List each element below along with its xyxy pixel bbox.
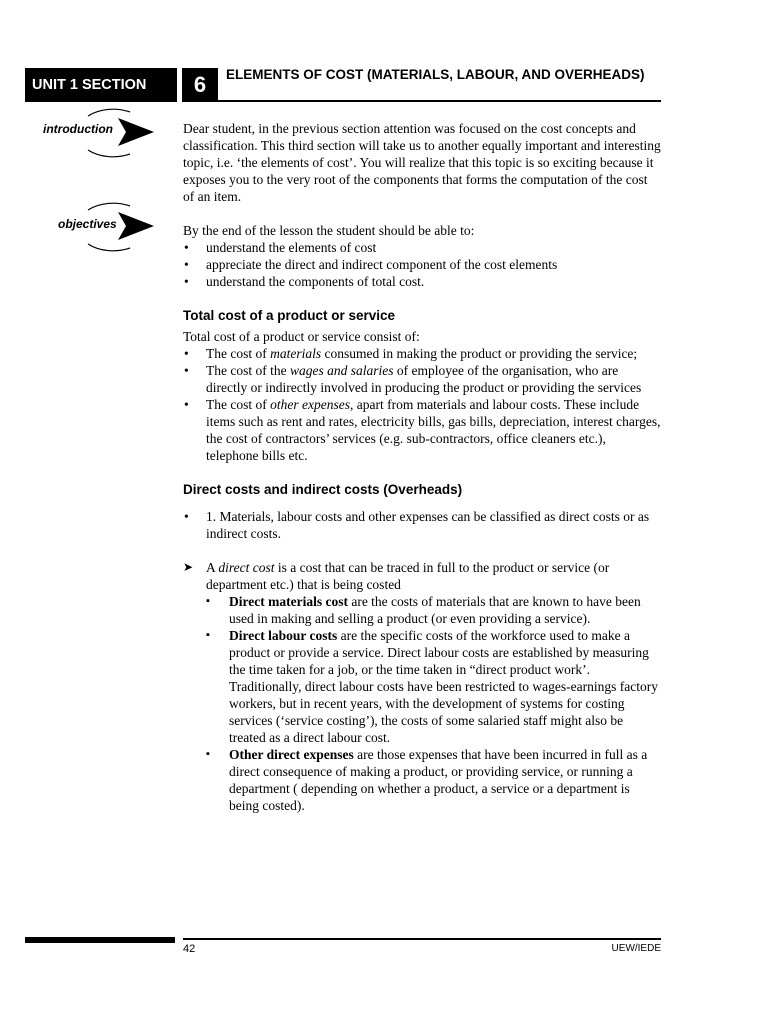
total-cost-lead: Total cost of a product or service consist of: — [183, 329, 420, 344]
direct-cost-sublist — [206, 593, 661, 814]
list-item: • The cost of other expenses, apart from materials and labour costs. These include items such as rent and rates, electricity bills, gas bills, depreciation, interest charges, the cost of contractors’ services (e.g. sub-contractors, office cleaners etc.), telephone bills etc. — [183, 396, 661, 464]
introduction-label: introduction — [43, 122, 113, 136]
list-item: ▪ Direct materials cost are the costs of materials that are known to have been used in making and selling a product (or even providing a service). — [206, 593, 661, 627]
objectives-label: objectives — [58, 217, 117, 231]
main-content — [183, 120, 661, 814]
direct-indirect-heading: Direct costs and indirect costs (Overheads) — [183, 482, 463, 497]
objectives-marker — [26, 198, 166, 258]
list-item: • appreciate the direct and indirect component of the cost elements — [183, 256, 661, 273]
footer-publisher: UEW/IEDE — [611, 943, 661, 954]
page-number: 42 — [183, 943, 196, 955]
unit-section-label: UNIT 1 SECTION — [25, 68, 177, 102]
list-item: • understand the elements of cost — [183, 239, 661, 256]
total-cost-list — [183, 345, 661, 464]
objectives-lead: By the end of the lesson the student should be able to: — [183, 223, 475, 238]
total-cost-heading: Total cost of a product or service — [183, 308, 396, 323]
list-item: • 1. Materials, labour costs and other expenses can be classified as direct costs or as indirect costs. — [183, 508, 661, 542]
list-item: ➤ A direct cost is a cost that can be traced in full to the product or service (or department etc.) that is being costed ▪ Direct materials cost are the costs of materials that are known to have been used in making and selling a product (or even providing a service). ▪ Direct labour costs are the specific costs of the workforce used to make a product or provide a service. Direct labour costs are established by measuring the time taken for a job, or the time taken in “direct product work’. Traditionally, direct labour costs have been restricted to wages-earnings factory workers, but in recent years, with the development of systems for costing services (‘service costing’), the costs of some salaried staff might also be treated as a direct labour cost. ▪ Other direct expenses are those expenses that have been incurred in full as a direct consequence of making a product, or providing service, or running a department ( depending on whether a product, a service or a department is being costed). — [183, 559, 661, 814]
title-underline — [218, 100, 661, 102]
list-item: ▪ Direct labour costs are the specific costs of the workforce used to make a product or provide a service. Direct labour costs are established by measuring the time taken for a job, or the time taken in “direct product work’. Traditionally, direct labour costs have been restricted to wages-earnings factory workers, but in recent years, with the development of systems for costing services (‘service costing’), the costs of some salaried staff might also be treated as a direct labour cost. — [206, 627, 661, 746]
footer-bar — [25, 937, 175, 943]
intro-paragraph: Dear student, in the previous section attention was focused on the cost concepts and classification. This third section will take us to another equally important and interesting topic, i.e. ‘the elements of cost’. You will realize that this topic is so exciting because it exposes you to the very root of the components that forms the computation of the cost of an item. — [183, 121, 661, 204]
list-item: • The cost of the wages and salaries of employee of the organisation, who are directly or indirectly involved in producing the product or providing the services — [183, 362, 661, 396]
direct-indirect-list — [183, 508, 661, 542]
list-item: • The cost of materials consumed in making the product or providing the service; — [183, 345, 661, 362]
section-title: ELEMENTS OF COST (MATERIALS, LABOUR, AND OVERHEADS) — [226, 67, 645, 82]
list-item: • understand the components of total cost. — [183, 273, 661, 290]
list-item: ▪ Other direct expenses are those expenses that have been incurred in full as a direct consequence of making a product, or providing service, or running a department ( depending on whether a product, a service or a department is being costed). — [206, 746, 661, 814]
introduction-marker — [26, 104, 166, 164]
direct-cost-list — [183, 559, 661, 814]
section-number: 6 — [182, 68, 218, 102]
footer-rule — [183, 938, 661, 940]
objectives-list — [183, 239, 661, 290]
